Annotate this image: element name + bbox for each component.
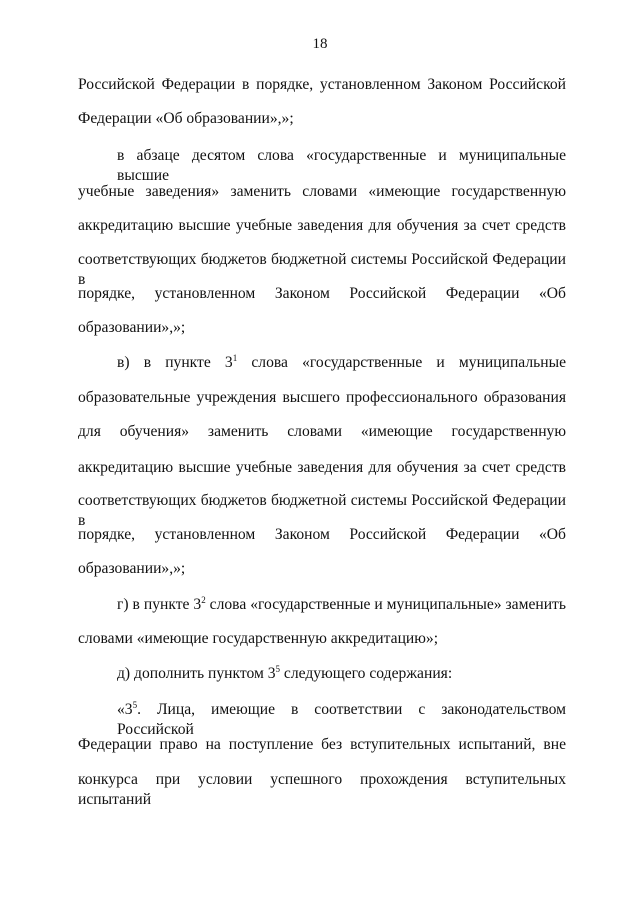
text-line: образовании»,»; — [78, 319, 186, 336]
text-line: порядке, установленном Законом Российской Федерации «Об — [78, 526, 566, 543]
text-fragment: г) в пункте 3 — [117, 596, 202, 613]
text-fragment: «3 — [117, 701, 133, 718]
text-line: образовании»,»; — [78, 560, 186, 577]
text-line: порядке, установленном Законом Российской Федерации «Об — [78, 285, 566, 302]
page-number: 18 — [312, 36, 328, 52]
superscript: 2 — [201, 594, 206, 605]
text-line: Российской Федерации в порядке, установленном Законом Российской — [78, 76, 566, 93]
superscript: 5 — [275, 663, 281, 674]
text-line: образовательные учреждения высшего профессионального образования — [78, 389, 566, 406]
text-line: в абзаце десятом слова «государственные и муниципальные высшие — [117, 147, 566, 184]
text-line — [117, 700, 566, 740]
text-line: аккредитацию высшие учебные заведения для обучения за счет средств — [78, 217, 566, 234]
text-fragment: . Лица, имеющие в соответствии с законодательством Российской — [117, 701, 566, 738]
text-line: конкурса при условии успешного прохождения вступительных испытаний — [78, 771, 566, 808]
superscript: 5 — [132, 699, 138, 710]
text-fragment: слова «государственные и муниципальные — [237, 354, 566, 371]
text-line: учебные заведения» заменить словами «имеющие государственную — [78, 183, 566, 200]
text-fragment: в) в пункте 3 — [117, 354, 233, 371]
text-line: Федерации право на поступление без вступительных испытаний, вне — [78, 736, 566, 753]
text-line — [117, 353, 566, 373]
text-line: аккредитацию высшие учебные заведения для обучения за счет средств — [78, 459, 566, 476]
superscript: 1 — [232, 352, 238, 363]
text-line: соответствующих бюджетов бюджетной системы Российской Федерации в — [78, 492, 566, 529]
text-line: словами «имеющие государственную аккредитацию»; — [78, 630, 439, 647]
text-line — [117, 664, 566, 684]
text-line: для обучения» заменить словами «имеющие государственную — [78, 423, 566, 440]
text-line: соответствующих бюджетов бюджетной системы Российской Федерации в — [78, 251, 566, 288]
text-fragment: д) дополнить пунктом 3 — [117, 665, 276, 682]
text-line — [117, 595, 566, 615]
text-fragment: следующего содержания: — [280, 665, 453, 682]
text-line: Федерации «Об образовании»,»; — [78, 110, 294, 127]
text-fragment: слова «государственные и муниципальные» заменить — [205, 596, 566, 613]
